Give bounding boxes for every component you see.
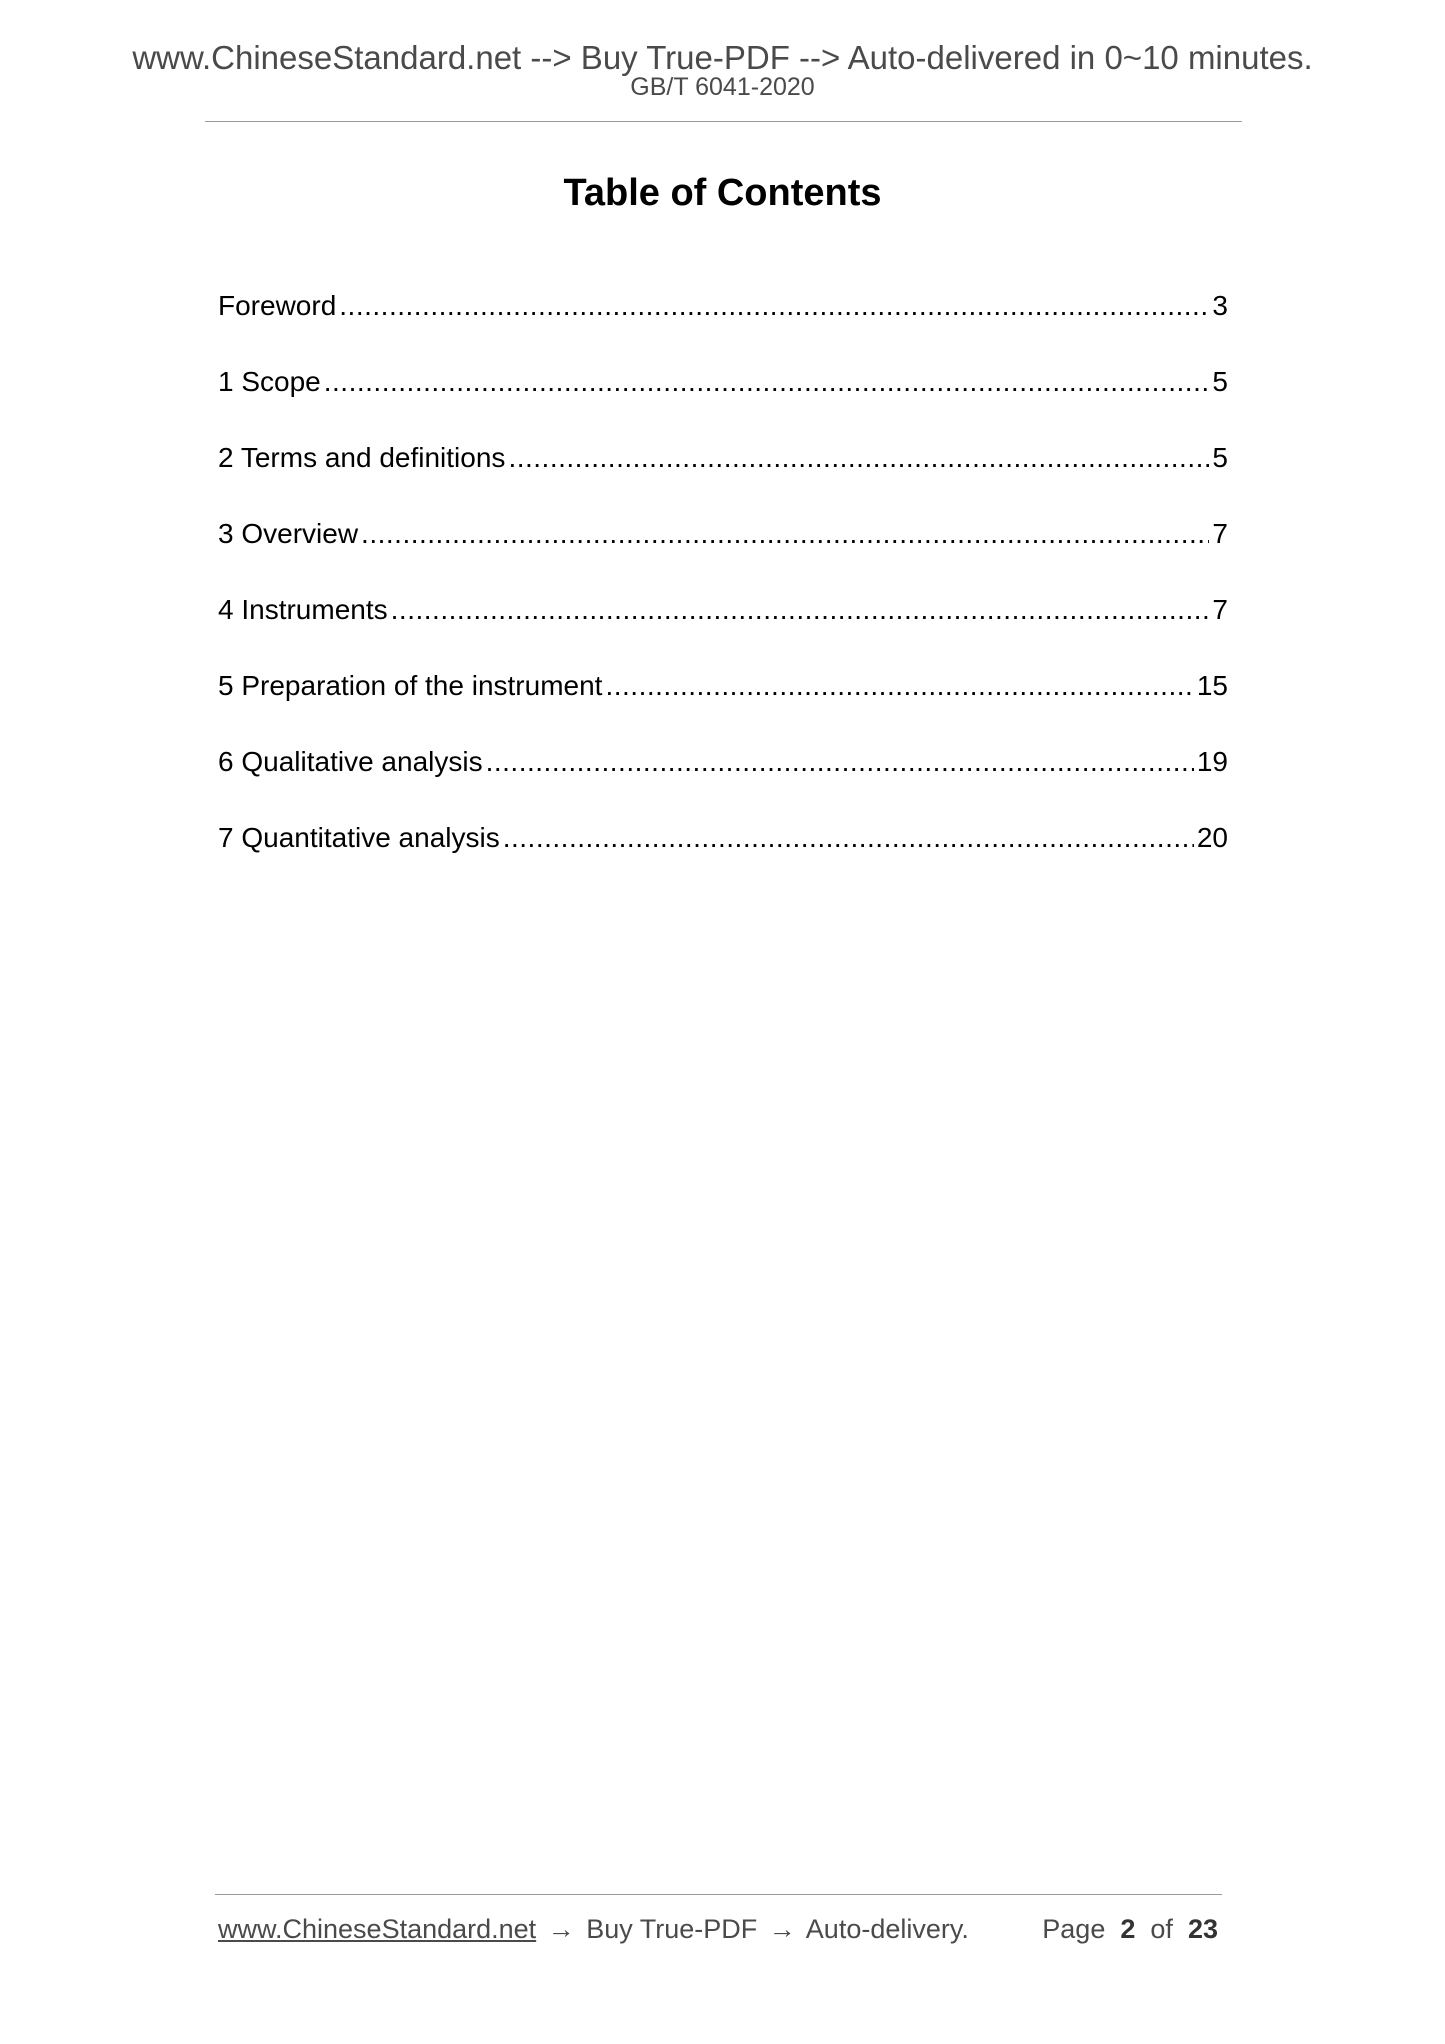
toc-leader-dots	[508, 440, 1209, 476]
toc-entry-label: 3 Overview	[218, 518, 359, 549]
toc-entry-overview[interactable]	[218, 516, 1228, 592]
site-banner: www.ChineseStandard.net --> Buy True-PDF --> Auto-delivered in 0~10 minutes.	[132, 39, 1313, 76]
arrow-right-icon: →	[547, 1914, 575, 1944]
toc-title: Table of Contents	[563, 172, 882, 214]
document-code: GB/T 6041-2020	[630, 73, 815, 101]
toc-entry-foreword[interactable]	[218, 288, 1228, 364]
toc-leader-dots	[324, 364, 1210, 400]
footer-divider	[215, 1894, 1222, 1895]
toc-entry-page: 15	[1196, 670, 1228, 701]
of-word: of	[1150, 1914, 1173, 1944]
toc-entry-label: 7 Quantitative analysis	[218, 822, 500, 853]
footer-buy-text: Buy True-PDF	[586, 1914, 758, 1944]
toc-entry-page: 19	[1196, 746, 1228, 777]
current-page-number: 2	[1120, 1914, 1136, 1944]
toc-entry-instruments[interactable]	[218, 592, 1228, 668]
page-word: Page	[1042, 1914, 1106, 1944]
toc-entry-scope[interactable]	[218, 364, 1228, 440]
toc-entry-label: 5 Preparation of the instrument	[218, 670, 603, 701]
toc-entry-label: Foreword	[218, 290, 337, 321]
arrow-right-icon: →	[768, 1914, 796, 1944]
toc-list	[218, 288, 1228, 896]
total-pages-number: 23	[1187, 1914, 1218, 1944]
toc-entry-quantitative-analysis[interactable]	[218, 820, 1228, 896]
header-divider	[205, 121, 1242, 122]
footer-site-link[interactable]: www.ChineseStandard.net	[218, 1914, 537, 1944]
toc-entry-page: 5	[1212, 442, 1228, 473]
page-indicator	[1042, 1912, 1218, 1946]
footer-auto-delivery-text: Auto-delivery.	[805, 1914, 969, 1944]
toc-entry-label: 1 Scope	[218, 366, 321, 397]
toc-entry-preparation-of-the-instrument[interactable]	[218, 668, 1228, 744]
page-footer	[218, 1912, 1218, 1946]
toc-entry-page: 20	[1196, 822, 1228, 853]
toc-entry-page: 5	[1212, 366, 1228, 397]
toc-entry-qualitative-analysis[interactable]	[218, 744, 1228, 820]
toc-entry-label: 2 Terms and definitions	[218, 442, 506, 473]
toc-entry-page: 7	[1212, 594, 1228, 625]
toc-entry-terms-and-definitions[interactable]	[218, 440, 1228, 516]
toc-entry-page: 3	[1212, 290, 1228, 321]
toc-entry-label: 4 Instruments	[218, 594, 388, 625]
toc-leader-dots	[339, 288, 1209, 324]
toc-leader-dots	[361, 516, 1209, 552]
toc-leader-dots	[486, 744, 1194, 780]
toc-entry-label: 6 Qualitative analysis	[218, 746, 483, 777]
toc-leader-dots	[391, 592, 1210, 628]
toc-leader-dots	[605, 668, 1193, 704]
toc-leader-dots	[503, 820, 1194, 856]
toc-entry-page: 7	[1212, 518, 1228, 549]
